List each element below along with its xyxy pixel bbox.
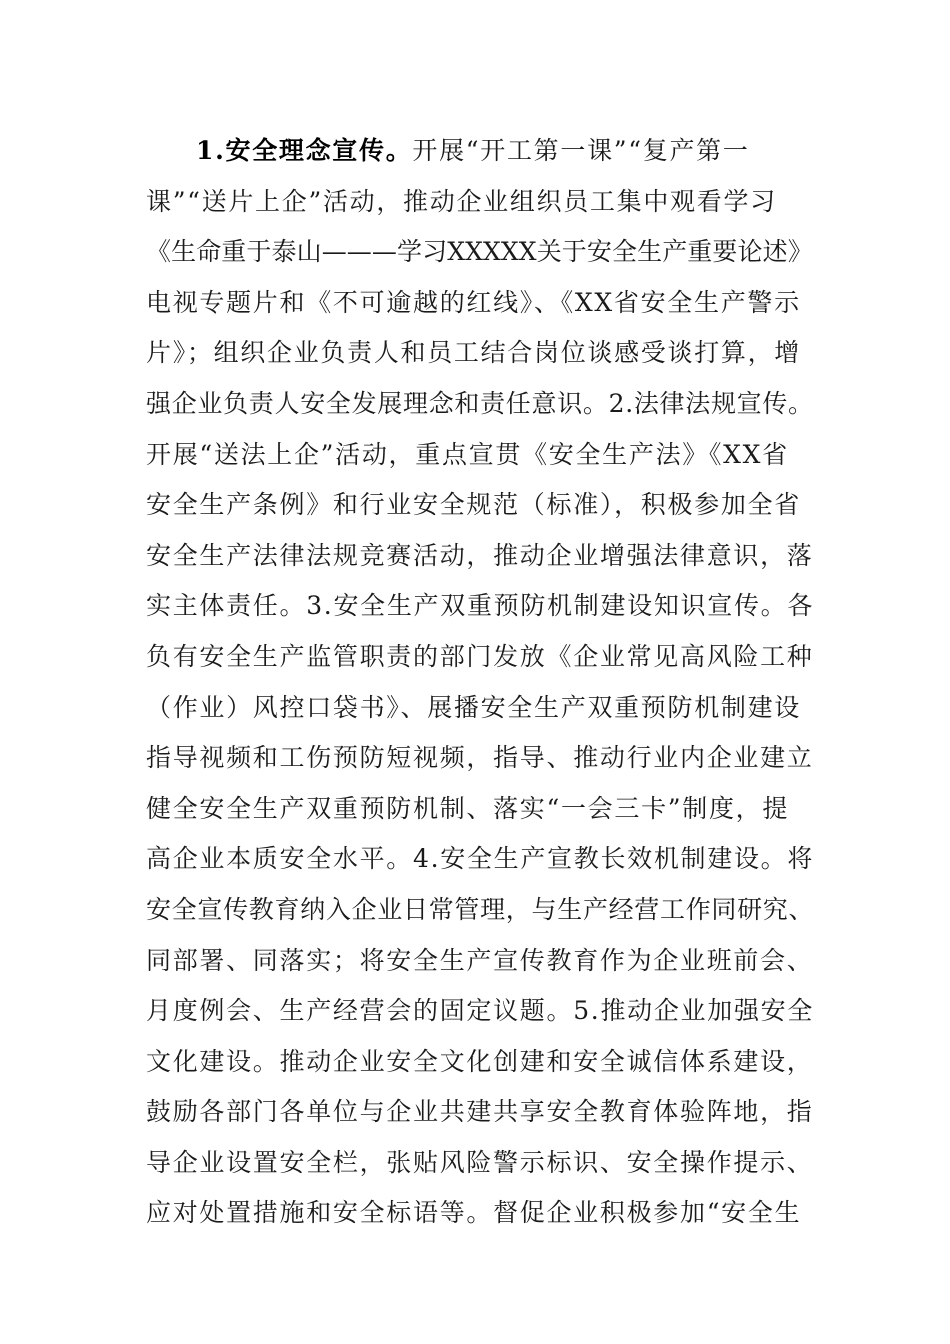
text-line: 开展“送法上企”活动，重点宣贯《安全生产法》《XX省 (146, 439, 789, 469)
paragraph-first-line (146, 126, 816, 177)
section-number: 1. (196, 136, 226, 165)
text-line: 课”“送片上企”活动，推动企业组织员工集中观看学习 (146, 186, 777, 216)
text-line: 负有安全生产监管职责的部门发放《企业常见高风险工种 (146, 641, 814, 671)
text-line: 安全宣传教育纳入企业日常管理，与生产经营工作同研究、 (146, 894, 815, 924)
text-line: （作业）风控口袋书》、展播安全生产双重预防机制建设 (146, 692, 802, 722)
text-line: 强企业负责人安全发展理念和责任意识。2.法律法规宣传。 (146, 388, 814, 418)
text-line: 电视专题片和《不可逾越的红线》、《XX省安全生产警示 (146, 287, 801, 317)
text-line: 高企业本质安全水平。4.安全生产宣教长效机制建设。将 (146, 844, 815, 874)
text-line: 《生命重于泰山———学习XXXXX关于安全生产重要论述》 (146, 237, 813, 267)
text-line: 片》；组织企业负责人和员工结合岗位谈感受谈打算，增 (146, 338, 802, 368)
document-body (146, 126, 816, 1239)
text-line: 鼓励各部门各单位与企业共建共享安全教育体验阵地，指 (146, 1097, 814, 1127)
section-title: 安全理念宣传。 (225, 136, 413, 165)
text-line: 同部署、同落实；将安全生产宣传教育作为企业班前会、 (146, 945, 814, 975)
text-line: 文化建设。推动企业安全文化创建和安全诚信体系建设， (146, 1046, 814, 1076)
text-line: 健全安全生产双重预防机制、落实“一会三卡”制度，提 (146, 793, 790, 823)
text-line: 月度例会、生产经营会的固定议题。5.推动企业加强安全 (146, 996, 815, 1026)
text-line: 实主体责任。3.安全生产双重预防机制建设知识宣传。各 (146, 591, 815, 621)
text-line: 安全生产条例》和行业安全规范（标准），积极参加全省 (146, 490, 802, 520)
text-line: 指导视频和工伤预防短视频，指导、推动行业内企业建立 (146, 743, 814, 773)
text-line: 安全生产法律法规竞赛活动，推动企业增强法律意识，落 (146, 540, 814, 570)
text-line: 应对处置措施和安全标语等。督促企业积极参加“安全生 (146, 1198, 802, 1228)
text-line: 导企业设置安全栏，张贴风险警示标识、安全操作提示、 (146, 1147, 814, 1177)
first-line-text: 开展“开工第一课”“复产第一 (412, 136, 750, 165)
